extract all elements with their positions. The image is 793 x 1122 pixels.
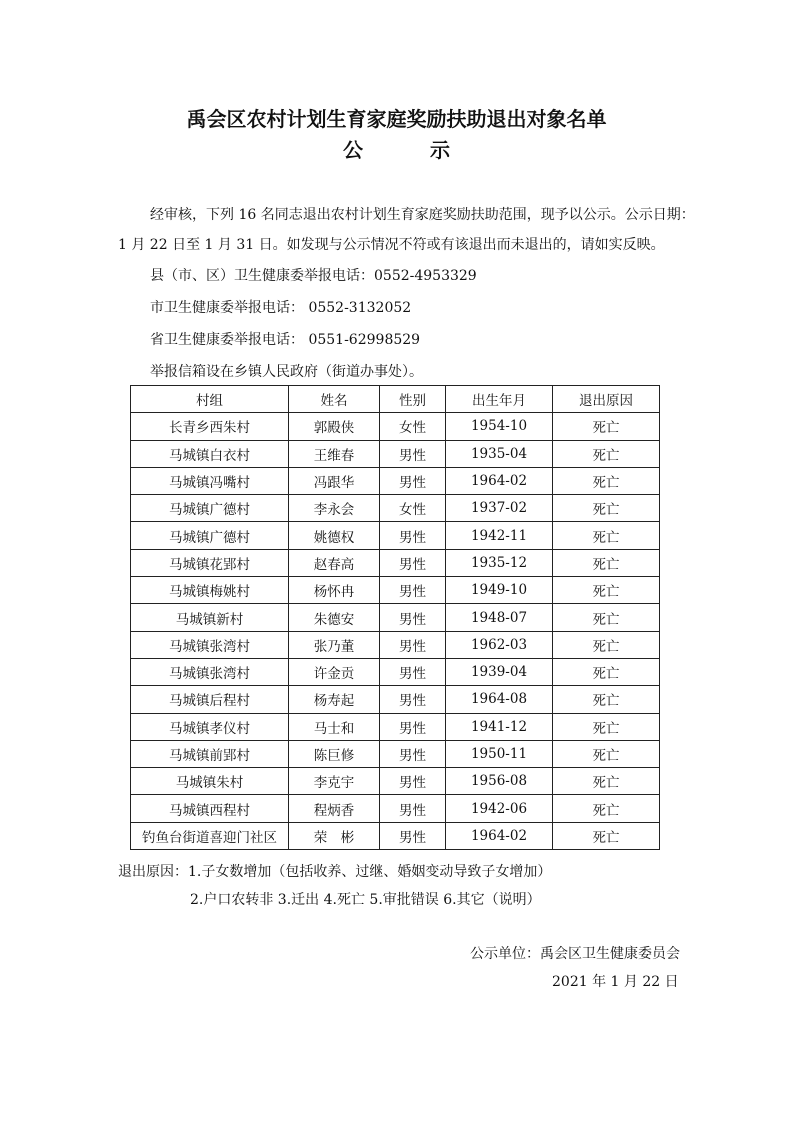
exit-reasons-note-1: 退出原因：1.子女数增加（包括收养、过继、婚姻变动导致子女增加）: [118, 864, 552, 880]
cell-birth: 1937-02: [446, 495, 553, 522]
cell-name: 张乃董: [289, 631, 380, 658]
cell-birth: 1948-07: [446, 604, 553, 631]
cell-village: 长青乡西朱村: [131, 413, 289, 440]
cell-gender: 男性: [380, 740, 446, 767]
cell-birth: 1964-08: [446, 686, 553, 713]
cell-village: 马城镇张湾村: [131, 658, 289, 685]
cell-gender: 女性: [380, 495, 446, 522]
province-report-phone: 省卫生健康委举报电话： 0551-62998529: [150, 332, 421, 348]
table-row: [131, 713, 660, 740]
cell-birth: 1942-11: [446, 522, 553, 549]
cell-name: 马士和: [289, 713, 380, 740]
cell-birth: 1942-06: [446, 795, 553, 822]
cell-gender: 男性: [380, 713, 446, 740]
cell-birth: 1950-11: [446, 740, 553, 767]
cell-reason: 死亡: [553, 440, 660, 467]
cell-village: 马城镇孝仪村: [131, 713, 289, 740]
table-row: [131, 467, 660, 494]
cell-village: 钓鱼台街道喜迎门社区: [131, 822, 289, 849]
cell-village: 马城镇西程村: [131, 795, 289, 822]
cell-birth: 1935-04: [446, 440, 553, 467]
cell-reason: 死亡: [553, 768, 660, 795]
cell-name: 赵春高: [289, 549, 380, 576]
cell-village: 马城镇花郢村: [131, 549, 289, 576]
cell-name: 李永会: [289, 495, 380, 522]
report-mailbox-note: 举报信箱设在乡镇人民政府（街道办事处）。: [150, 364, 423, 380]
table-row: [131, 822, 660, 849]
cell-village: 马城镇广德村: [131, 495, 289, 522]
document-title: 禹会区农村计划生育家庭奖励扶助退出对象名单: [186, 107, 607, 131]
cell-gender: 男性: [380, 822, 446, 849]
cell-gender: 男性: [380, 440, 446, 467]
table-row: [131, 549, 660, 576]
cell-gender: 男性: [380, 795, 446, 822]
table-row: [131, 440, 660, 467]
cell-birth: 1956-08: [446, 768, 553, 795]
cell-gender: 男性: [380, 686, 446, 713]
cell-name: 朱德安: [289, 604, 380, 631]
county-report-phone: 县（市、区）卫生健康委举报电话：0552-4953329: [150, 268, 477, 284]
cell-reason: 死亡: [553, 467, 660, 494]
cell-name: 程炳香: [289, 795, 380, 822]
exit-reasons-note-2: 2.户口农转非 3.迁出 4.死亡 5.审批错误 6.其它（说明）: [190, 892, 541, 908]
cell-village: 马城镇前郢村: [131, 740, 289, 767]
intro-line-2: 1 月 22 日至 1 月 31 日。如发现与公示情况不符或有该退出而未退出的，请如实反映。: [118, 237, 665, 253]
table-body: [131, 413, 660, 850]
publish-date: 2021 年 1 月 22 日: [552, 974, 679, 990]
cell-birth: 1939-04: [446, 658, 553, 685]
cell-reason: 死亡: [553, 740, 660, 767]
cell-name: 许金贡: [289, 658, 380, 685]
cell-reason: 死亡: [553, 822, 660, 849]
cell-village: 马城镇朱村: [131, 768, 289, 795]
cell-gender: 男性: [380, 604, 446, 631]
cell-birth: 1949-10: [446, 577, 553, 604]
cell-birth: 1962-03: [446, 631, 553, 658]
cell-gender: 男性: [380, 658, 446, 685]
table-row: [131, 631, 660, 658]
exit-list-table: [130, 385, 660, 850]
table-row: [131, 413, 660, 440]
cell-reason: 死亡: [553, 522, 660, 549]
cell-name: 陈巨修: [289, 740, 380, 767]
cell-village: 马城镇新村: [131, 604, 289, 631]
table-header-row: [131, 386, 660, 413]
cell-birth: 1935-12: [446, 549, 553, 576]
cell-name: 郭殿侠: [289, 413, 380, 440]
column-header-village: 村组: [131, 386, 289, 413]
cell-gender: 女性: [380, 413, 446, 440]
intro-line-1: 经审核，下列 16 名同志退出农村计划生育家庭奖励扶助范围，现予以公示。公示日期：: [150, 207, 695, 223]
column-header-name: 姓名: [289, 386, 380, 413]
table-row: [131, 495, 660, 522]
cell-village: 马城镇张湾村: [131, 631, 289, 658]
table-row: [131, 604, 660, 631]
cell-reason: 死亡: [553, 577, 660, 604]
cell-name: 王维春: [289, 440, 380, 467]
column-header-gender: 性别: [380, 386, 446, 413]
cell-reason: 死亡: [553, 713, 660, 740]
cell-village: 马城镇广德村: [131, 522, 289, 549]
cell-birth: 1941-12: [446, 713, 553, 740]
cell-reason: 死亡: [553, 549, 660, 576]
cell-reason: 死亡: [553, 495, 660, 522]
cell-gender: 男性: [380, 549, 446, 576]
table-row: [131, 522, 660, 549]
cell-name: 杨怀冉: [289, 577, 380, 604]
cell-gender: 男性: [380, 577, 446, 604]
cell-reason: 死亡: [553, 795, 660, 822]
city-report-phone: 市卫生健康委举报电话： 0552-3132052: [150, 300, 412, 316]
cell-village: 马城镇冯嘴村: [131, 467, 289, 494]
cell-name: 李克宇: [289, 768, 380, 795]
cell-reason: 死亡: [553, 686, 660, 713]
cell-birth: 1954-10: [446, 413, 553, 440]
cell-village: 马城镇白衣村: [131, 440, 289, 467]
cell-gender: 男性: [380, 768, 446, 795]
table-row: [131, 658, 660, 685]
cell-reason: 死亡: [553, 413, 660, 440]
cell-reason: 死亡: [553, 631, 660, 658]
cell-gender: 男性: [380, 522, 446, 549]
cell-village: 马城镇梅姚村: [131, 577, 289, 604]
table-row: [131, 795, 660, 822]
cell-birth: 1964-02: [446, 467, 553, 494]
table-row: [131, 686, 660, 713]
cell-name: 荣 彬: [289, 822, 380, 849]
table-row: [131, 577, 660, 604]
column-header-reason: 退出原因: [553, 386, 660, 413]
publishing-unit: 公示单位：禹会区卫生健康委员会: [470, 946, 680, 962]
cell-village: 马城镇后程村: [131, 686, 289, 713]
cell-gender: 男性: [380, 467, 446, 494]
cell-name: 冯跟华: [289, 467, 380, 494]
table-row: [131, 740, 660, 767]
cell-gender: 男性: [380, 631, 446, 658]
cell-birth: 1964-02: [446, 822, 553, 849]
document-subtitle: 公 示: [343, 138, 480, 162]
table-row: [131, 768, 660, 795]
cell-name: 姚德权: [289, 522, 380, 549]
cell-reason: 死亡: [553, 604, 660, 631]
column-header-birth: 出生年月: [446, 386, 553, 413]
cell-reason: 死亡: [553, 658, 660, 685]
cell-name: 杨寿起: [289, 686, 380, 713]
